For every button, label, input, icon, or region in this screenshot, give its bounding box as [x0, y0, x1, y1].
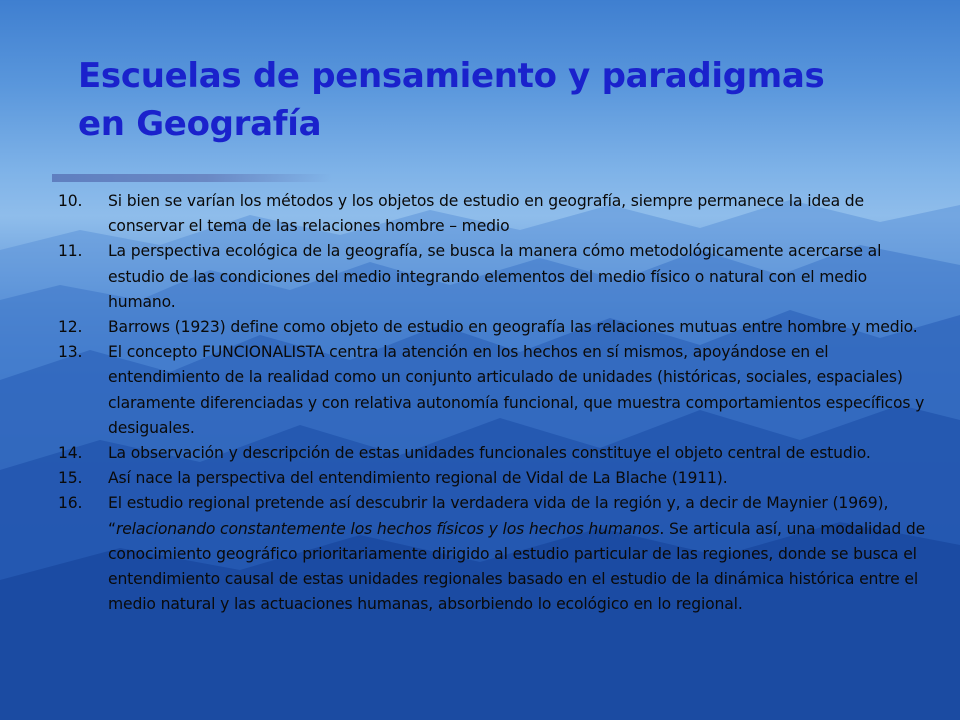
list-item-text: Si bien se varían los métodos y los objetos de estudio en geografía, siempre permanece la idea de conservar el tema de las relaciones hombre – medio [108, 192, 864, 236]
list-item [58, 441, 938, 466]
title-line-2: en Geografía [78, 104, 322, 144]
list-item [58, 239, 938, 315]
list-item-text: Barrows (1923) define como objeto de estudio en geografía las relaciones mutuas entre hombre y medio. [108, 318, 918, 337]
title-divider [52, 174, 332, 182]
title-line-1: Escuelas de pensamiento y paradigmas [78, 56, 825, 96]
list-item-number: 10. [58, 192, 83, 210]
list-item-text: La observación y descripción de estas unidades funcionales constituye el objeto central de estudio. [108, 444, 871, 463]
slide-title [78, 52, 938, 148]
list-item [58, 189, 938, 239]
list-item [58, 491, 938, 617]
list-item-number: 15. [58, 469, 83, 488]
list-item [58, 340, 938, 441]
list-item-number: 11. [58, 242, 83, 261]
list-item-text: Así nace la perspectiva del entendimiento regional de Vidal de La Blache (1911). [108, 469, 728, 488]
quote-trail-text: . Se articula así, una modalidad de conocimiento geográfico prioritariamente dirigido al estudio particular de las regiones, donde se busca el entendimiento causal de estas unidades regionales basado en el estudio de la dinámica histórica entre el medio natural y las actuaciones humanas, absorbiendo lo ecológico en lo regional. [108, 519, 926, 614]
list-item-text [108, 491, 938, 617]
numbered-list [58, 189, 938, 617]
list-item [58, 315, 938, 340]
list-item [58, 466, 938, 491]
quote-italic-text: relacionando constantemente los hechos físicos y los hechos humanos [115, 519, 660, 538]
quote-lead-text: El estudio regional pretende así descubrir la verdadera vida de la región y, a decir de Maynier (1969), “ [108, 494, 889, 538]
list-item-number: 16. [58, 494, 83, 513]
list-item-number: 12. [58, 318, 83, 337]
list-item-number: 14. [58, 444, 83, 463]
list-item-text: La perspectiva ecológica de la geografía, se busca la manera cómo metodológicamente acercarse al estudio de las condiciones del medio integrando elementos del medio físico o natural con el medio humano. [108, 242, 882, 311]
list-item-number: 13. [58, 343, 83, 362]
list-item-text: El concepto FUNCIONALISTA centra la atención en los hechos en sí mismos, apoyándose en el entendimiento de la realidad como un conjunto articulado de unidades (históricas, sociales, espaciales) claramente diferenciadas y con relativa autonomía funcional, que muestra comportamientos específicos y desiguales. [108, 343, 925, 437]
